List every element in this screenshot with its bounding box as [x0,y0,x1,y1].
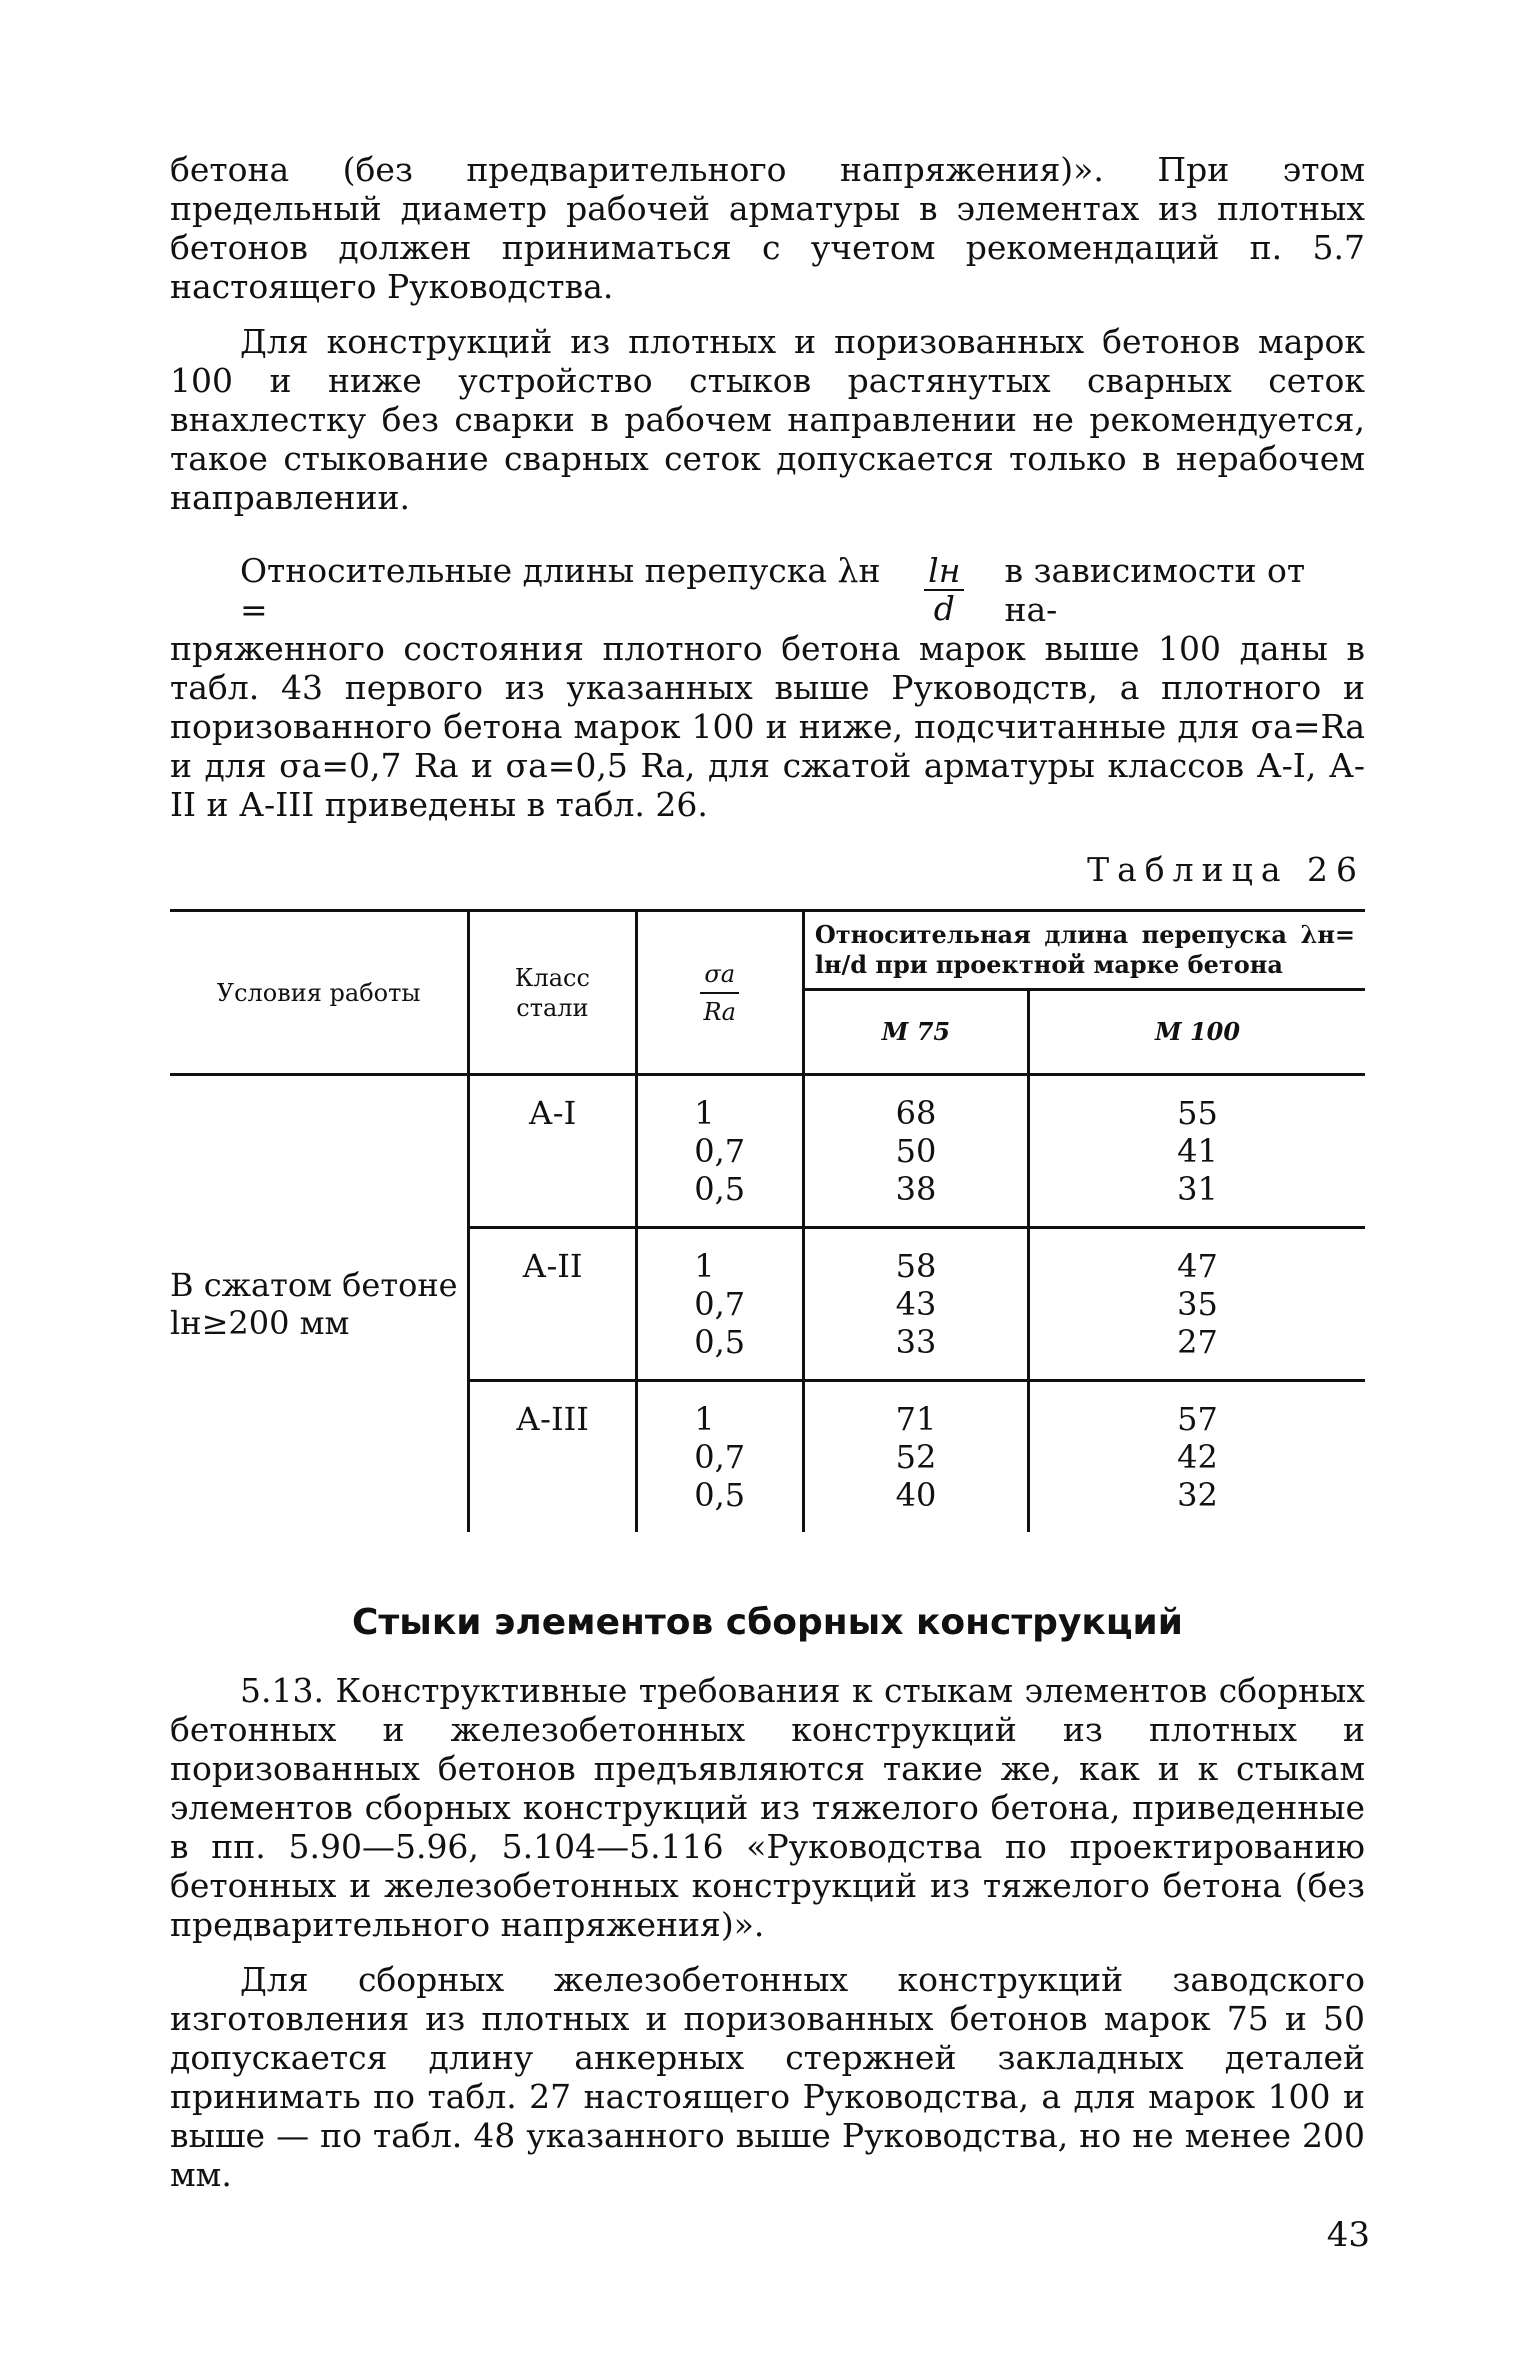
cell-ratios: 1 0,7 0,5 [694,1400,746,1514]
table-row [170,1075,1365,1228]
formula-denominator: d [933,589,955,628]
cell-ratios: 1 0,7 0,5 [694,1094,746,1208]
cell-m100: 55 41 31 [1177,1094,1218,1208]
cell-ratios: 1 0,7 0,5 [694,1247,746,1361]
paragraph-4: 5.13. Конструктивные требования к стыкам элементов сборных бетонных и железобетонных конструкций из плотных и поризованных бетонов предъявляются такие же, как и к стыкам элементов сборных конструкций из тяжелого бетона, приведенные в пп. 5.90—5.96, 5.104—5.116 «Руководства по проектированию бетонных и железобетонных конструкций из тяжелого бетона (без предварительного напряжения)». [170,1671,1365,1944]
header-conditions: Условия работы [170,911,469,1075]
page-content [170,150,1365,2194]
header-m75: М 75 [803,990,1028,1075]
paragraph-3: пряженного состояния плотного бетона марок выше 100 даны в табл. 43 первого из указанных выше Руководств, а плотного и поризованного бетона марок 100 и ниже, подсчитанные для σа=Rа и для σа=0,7 Rа и σа=0,5 Rа, для сжатой арматуры классов А-I, А-II и А-III приведены в табл. 26. [170,629,1365,824]
section-title: Стыки элементов сборных конструкций [352,1602,1183,1643]
cell-m100: 47 35 27 [1177,1247,1218,1361]
table-caption: Таблица 26 [1087,850,1365,889]
formula-lead: Относительные длины перепуска λн = [240,551,881,629]
data-table [170,909,1365,1532]
cell-m75: 68 50 38 [895,1094,937,1208]
header-steel-class: Класс стали [469,911,636,1075]
header-overlap: Относительная длина перепуска λн= lн/d при проектной марке бетона [803,911,1365,990]
ratio-numerator: σа [700,956,739,994]
cell-steel: А-III [469,1381,636,1533]
cell-steel: А-II [469,1228,636,1381]
page-number: 43 [1326,2215,1370,2255]
formula-line [170,551,1365,629]
paragraph-2: Для конструкций из плотных и поризованных бетонов марок 100 и ниже устройство стыков растянутых сварных сеток внахлестку без сварки в рабочем направлении не рекомендуется, такое стыкование сварных сеток допускается только в нерабочем направлении. [170,322,1365,517]
paragraph-1: бетона (без предварительного напряжения)». При этом предельный диаметр рабочей арматуры в элементах из плотных бетонов должен приниматься с учетом рекомендаций п. 5.7 настоящего Руководства. [170,150,1365,306]
header-ratio [636,911,803,1075]
cell-steel: А-I [469,1075,636,1228]
cell-m75: 58 43 33 [895,1247,937,1361]
paragraph-5: Для сборных железобетонных конструкций заводского изготовления из плотных и поризованных бетонов марок 75 и 50 допускается длину анкерных стержней закладных деталей принимать по табл. 27 настоящего Руководства, а для марок 100 и выше — по табл. 48 указанного выше Руководства, но не менее 200 мм. [170,1960,1365,2194]
formula-fraction [924,553,964,627]
ratio-denominator: Rа [703,997,736,1026]
header-m100: М 100 [1029,990,1365,1075]
cell-m75: 71 52 40 [895,1400,937,1514]
ratio-fraction [700,956,739,1030]
formula-tail: в зависимости от на- [1004,551,1306,629]
cell-conditions: В сжатом бетоне lн≥200 мм [170,1266,458,1342]
cell-m100: 57 42 32 [1177,1400,1218,1514]
formula-numerator: lн [924,553,964,591]
